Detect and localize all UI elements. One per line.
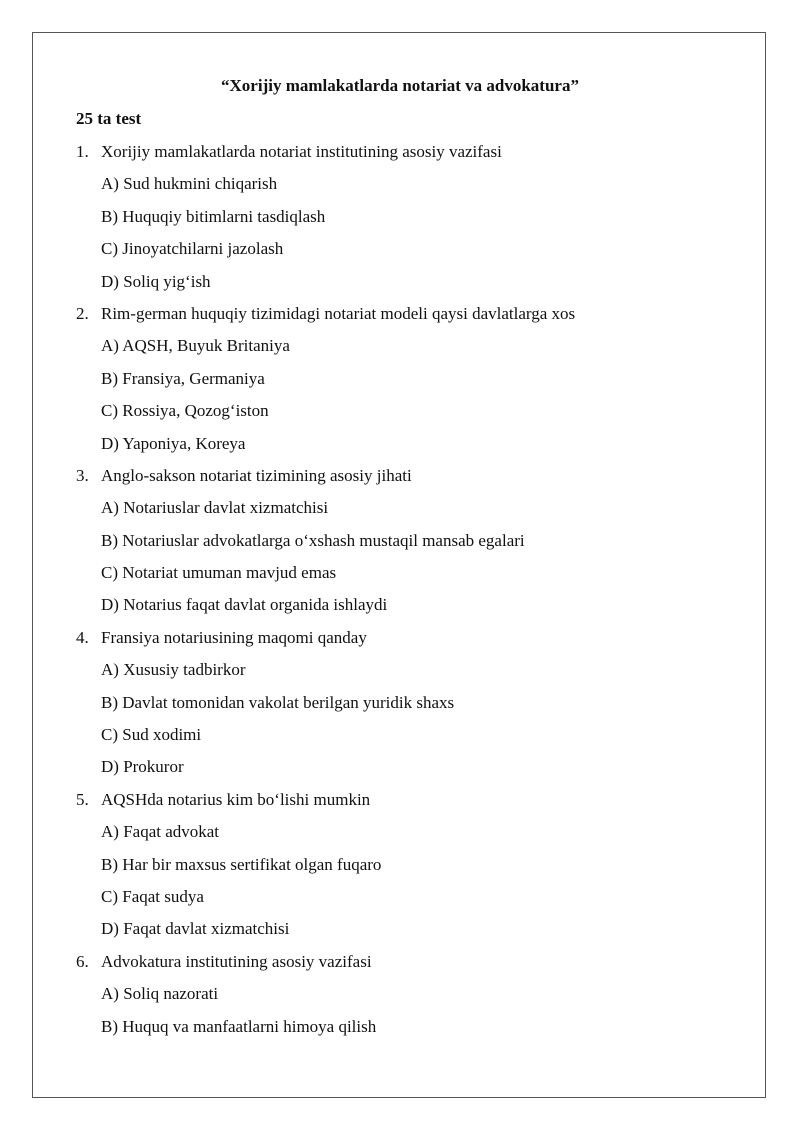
- option-4d: D) Prokuror: [101, 757, 184, 777]
- question-text: Advokatura institutining asosiy vazifasi: [101, 951, 372, 971]
- question-list: [76, 140, 756, 1047]
- question-4: [76, 626, 756, 658]
- question-5: [76, 788, 756, 820]
- question-text: Fransiya notariusining maqomi qanday: [101, 627, 367, 647]
- option-6a: A) Soliq nazorati: [101, 984, 219, 1004]
- question-number: 6.: [76, 951, 89, 971]
- question-text: Rim-german huquqiy tizimidagi notariat modeli qaysi davlatlarga xos: [101, 303, 576, 323]
- option-2d: D) Yaponiya, Koreya: [101, 433, 246, 453]
- question-number: 5.: [76, 789, 89, 809]
- option-1b: B) Huquqiy bitimlarni tasdiqlash: [101, 206, 326, 226]
- option-4a: A) Xususiy tadbirkor: [101, 660, 246, 680]
- question-text: Anglo-sakson notariat tizimining asosiy jihati: [101, 465, 412, 485]
- option-2a: A) AQSH, Buyuk Britaniya: [101, 336, 290, 356]
- question-1: [76, 140, 756, 172]
- option-6b: B) Huquq va manfaatlarni himoya qilish: [101, 1016, 377, 1036]
- option-4b: B) Davlat tomonidan vakolat berilgan yuridik shaxs: [101, 692, 455, 712]
- option-3a: A) Notariuslar davlat xizmatchisi: [101, 498, 329, 518]
- question-text: Xorijiy mamlakatlarda notariat institutining asosiy vazifasi: [101, 142, 502, 161]
- option-3b: B) Notariuslar advokatlarga o‘xshash mustaqil mansab egalari: [101, 530, 525, 550]
- option-1d: D) Soliq yig‘ish: [101, 271, 211, 291]
- option-5c: C) Faqat sudya: [101, 886, 204, 906]
- document-title: “Xorijiy mamlakatlarda notariat va advokatura”: [221, 76, 579, 95]
- option-2c: C) Rossiya, Qozog‘iston: [101, 401, 269, 421]
- question-number: 1.: [76, 142, 89, 161]
- option-2b: B) Fransiya, Germaniya: [101, 368, 265, 388]
- question-number: 3.: [76, 465, 89, 485]
- option-3d: D) Notarius faqat davlat organida ishlaydi: [101, 595, 388, 615]
- question-number: 4.: [76, 627, 89, 647]
- option-1c: C) Jinoyatchilarni jazolash: [101, 239, 284, 259]
- question-6: [76, 950, 756, 982]
- option-4c: C) Sud xodimi: [101, 725, 202, 745]
- question-number: 2.: [76, 303, 89, 323]
- question-text: AQSHda notarius kim bo‘lishi mumkin: [101, 789, 371, 809]
- option-5a: A) Faqat advokat: [101, 822, 220, 842]
- question-3: [76, 464, 756, 496]
- document-subtitle: 25 ta test: [76, 109, 142, 128]
- option-1a: A) Sud hukmini chiqarish: [101, 174, 278, 194]
- question-2: [76, 302, 756, 334]
- option-5d: D) Faqat davlat xizmatchisi: [101, 919, 290, 939]
- option-5b: B) Har bir maxsus sertifikat olgan fuqaro: [101, 854, 382, 874]
- option-3c: C) Notariat umuman mavjud emas: [101, 563, 337, 583]
